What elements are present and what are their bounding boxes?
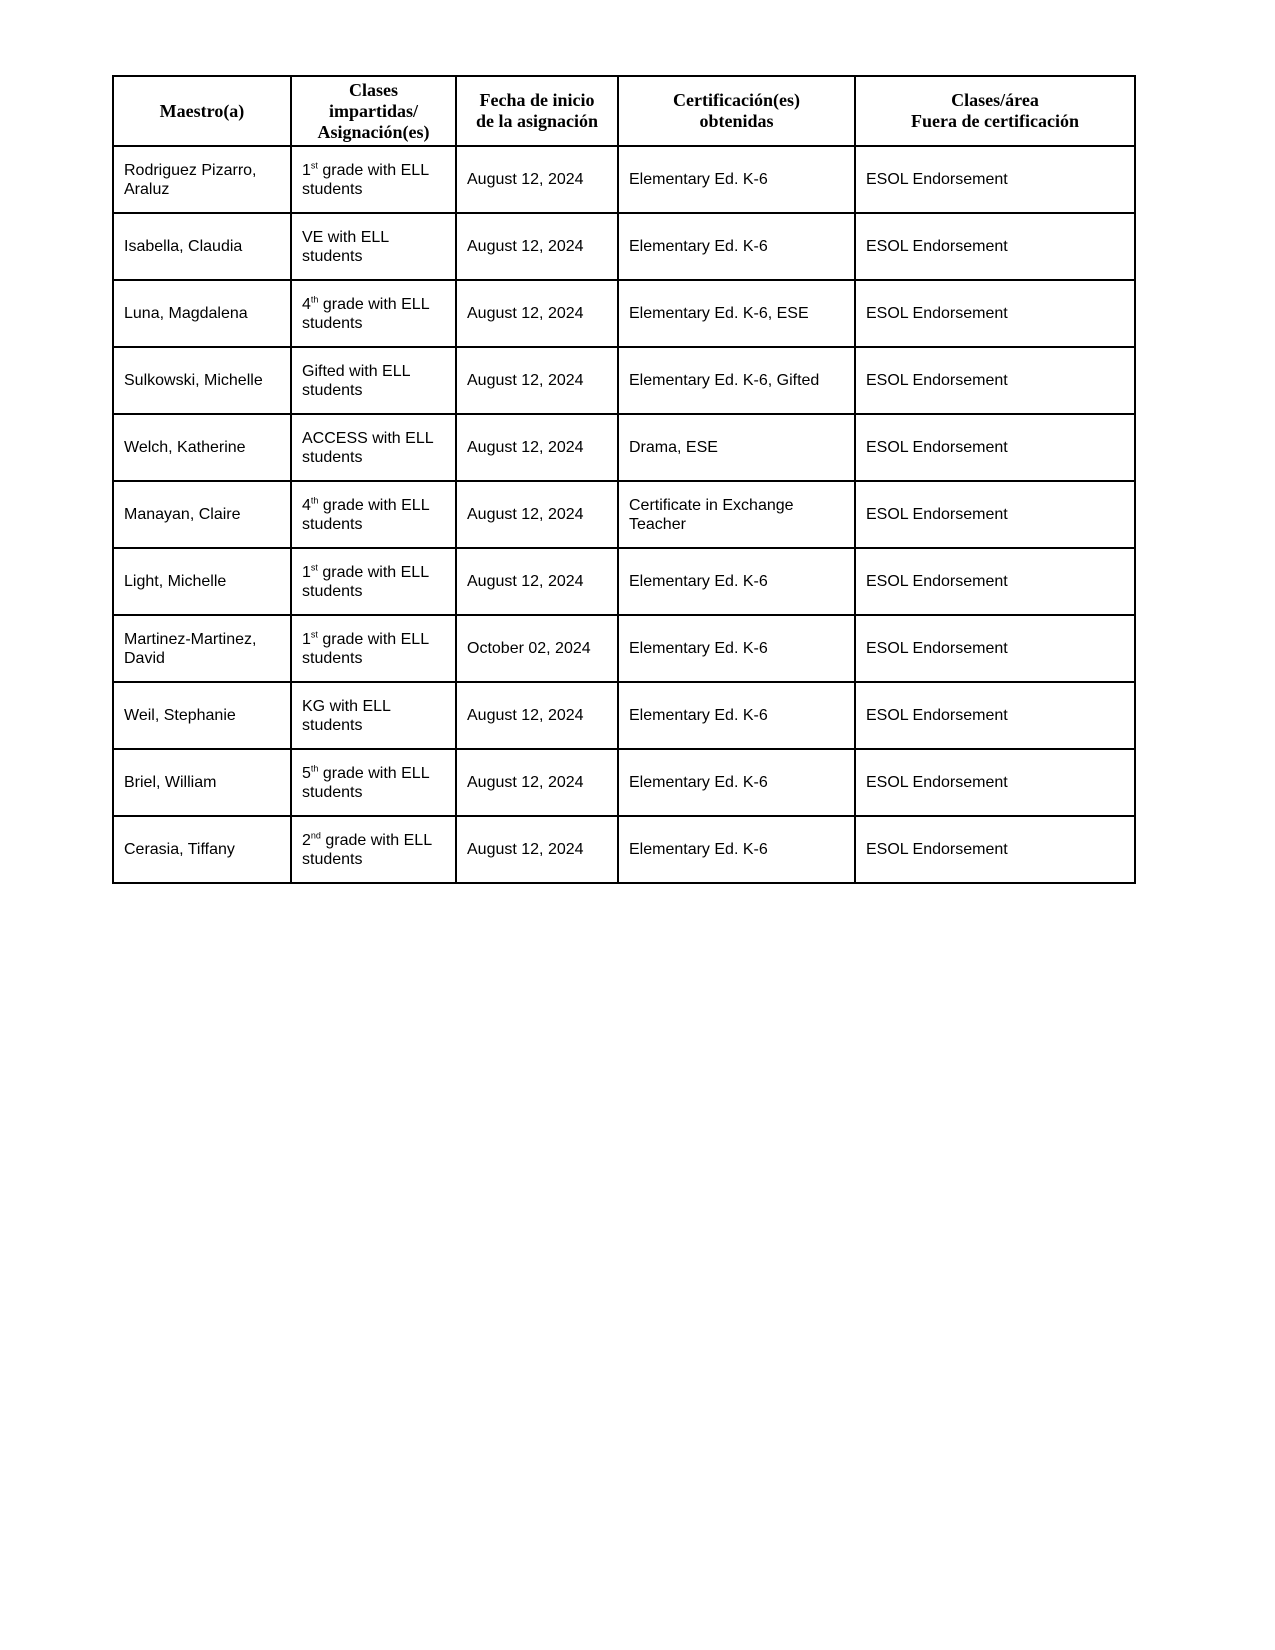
- certifications-cell: [618, 615, 855, 682]
- table-row: [113, 615, 1135, 682]
- class-rest: grade with ELL: [318, 764, 430, 782]
- start-date-cell: [456, 280, 618, 347]
- certifications-cell: [618, 816, 855, 883]
- header-start-date-line: Fecha de inicio: [479, 90, 595, 110]
- teacher-name-line: Briel, William: [124, 774, 217, 791]
- certification-line: Elementary Ed. K-6: [629, 774, 768, 791]
- start-date-cell: [456, 481, 618, 548]
- header-out-of-field: [855, 76, 1135, 146]
- start-date: October 02, 2024: [467, 640, 591, 657]
- class-line: [302, 228, 449, 247]
- class-cell: [291, 548, 456, 615]
- class-rest: grade with ELL: [318, 295, 430, 313]
- out-of-field-cell: [855, 347, 1135, 414]
- table-row: [113, 414, 1135, 481]
- teacher-name-line: Rodriguez Pizarro,: [124, 161, 257, 179]
- out-of-field-cell: [855, 816, 1135, 883]
- class-main: 4: [302, 496, 311, 514]
- class-main: KG with ELL: [302, 697, 391, 715]
- class-line: [302, 496, 449, 515]
- teacher-cell: [113, 213, 291, 280]
- table-row: [113, 347, 1135, 414]
- header-start-date-line: de la asignación: [475, 111, 599, 131]
- certifications-cell: [618, 682, 855, 749]
- out-of-field-cell: [855, 615, 1135, 682]
- teacher-cell: [113, 414, 291, 481]
- class-main: 2: [302, 831, 311, 849]
- start-date: August 12, 2024: [467, 774, 584, 791]
- start-date: August 12, 2024: [467, 841, 584, 858]
- start-date: August 12, 2024: [467, 439, 584, 456]
- teacher-assignment-table: [112, 75, 1136, 884]
- teacher-cell: [113, 682, 291, 749]
- certifications-cell: [618, 414, 855, 481]
- out-of-field-cell: [855, 146, 1135, 213]
- out-of-field: ESOL Endorsement: [866, 640, 1008, 657]
- class-cell: [291, 749, 456, 816]
- out-of-field-cell: [855, 749, 1135, 816]
- certification-line: Certificate in Exchange: [629, 496, 794, 514]
- start-date-cell: [456, 347, 618, 414]
- start-date-cell: [456, 213, 618, 280]
- table-row: [113, 280, 1135, 347]
- class-line: [302, 764, 449, 783]
- class-line-2: students: [302, 314, 363, 332]
- certification-line: Elementary Ed. K-6: [629, 171, 768, 188]
- class-cell: [291, 347, 456, 414]
- class-cell: [291, 816, 456, 883]
- class-line-2: students: [302, 649, 363, 667]
- out-of-field: ESOL Endorsement: [866, 506, 1008, 523]
- header-certifications: [618, 76, 855, 146]
- out-of-field-cell: [855, 280, 1135, 347]
- class-ordinal-suffix: th: [310, 294, 319, 305]
- teacher-name-line: Cerasia, Tiffany: [124, 841, 235, 858]
- teacher-name-line: David: [124, 649, 165, 667]
- out-of-field: ESOL Endorsement: [866, 774, 1008, 791]
- teacher-name-line: Martinez-Martinez,: [124, 630, 257, 648]
- start-date-cell: [456, 816, 618, 883]
- teacher-cell: [113, 481, 291, 548]
- class-ordinal-suffix: st: [310, 629, 318, 640]
- teacher-cell: [113, 548, 291, 615]
- class-rest: grade with ELL: [320, 831, 433, 849]
- out-of-field: ESOL Endorsement: [866, 573, 1008, 590]
- teacher-cell: [113, 347, 291, 414]
- class-main: Gifted with ELL: [302, 362, 411, 380]
- teacher-name-line: Luna, Magdalena: [124, 305, 248, 322]
- certifications-cell: [618, 213, 855, 280]
- class-main: ACCESS with ELL: [302, 429, 434, 447]
- class-line-2: students: [302, 381, 363, 399]
- class-main: VE with ELL: [302, 228, 390, 246]
- class-main: 4: [302, 295, 311, 313]
- start-date: August 12, 2024: [467, 305, 584, 322]
- teacher-cell: [113, 749, 291, 816]
- out-of-field: ESOL Endorsement: [866, 171, 1008, 188]
- class-line: [302, 161, 449, 180]
- class-main: 1: [302, 630, 311, 648]
- header-start-date: [456, 76, 618, 146]
- start-date-cell: [456, 682, 618, 749]
- table-body: [113, 146, 1135, 883]
- class-ordinal-suffix: th: [310, 495, 319, 506]
- header-classes-line: Asignación(es): [317, 121, 430, 142]
- table-header: [113, 76, 1135, 146]
- teacher-cell: [113, 615, 291, 682]
- header-row: [113, 76, 1135, 146]
- class-line: [302, 831, 449, 850]
- teacher-name-line: Manayan, Claire: [124, 506, 241, 523]
- certification-line: Elementary Ed. K-6: [629, 238, 768, 255]
- certification-line: Elementary Ed. K-6: [629, 841, 768, 858]
- teacher-name-line: Isabella, Claudia: [124, 238, 243, 255]
- certification-line: Teacher: [629, 515, 686, 533]
- teacher-name-line: Welch, Katherine: [124, 439, 246, 456]
- certifications-cell: [618, 280, 855, 347]
- class-ordinal-suffix: st: [310, 562, 318, 573]
- header-certifications-line: obtenidas: [699, 111, 774, 131]
- out-of-field: ESOL Endorsement: [866, 707, 1008, 724]
- out-of-field-cell: [855, 481, 1135, 548]
- class-line-2: students: [302, 247, 363, 265]
- table-row: [113, 213, 1135, 280]
- certification-line: Elementary Ed. K-6: [629, 707, 768, 724]
- class-cell: [291, 615, 456, 682]
- class-cell: [291, 280, 456, 347]
- header-certifications-line: Certificación(es): [673, 90, 800, 110]
- teacher-name-line: Araluz: [124, 180, 170, 198]
- table-row: [113, 481, 1135, 548]
- teacher-cell: [113, 280, 291, 347]
- class-line-2: students: [302, 716, 363, 734]
- class-cell: [291, 213, 456, 280]
- certifications-cell: [618, 146, 855, 213]
- table-row: [113, 548, 1135, 615]
- start-date: August 12, 2024: [467, 707, 584, 724]
- class-line: [302, 362, 449, 381]
- start-date: August 12, 2024: [467, 506, 584, 523]
- class-cell: [291, 682, 456, 749]
- teacher-name-line: Sulkowski, Michelle: [124, 372, 263, 389]
- class-ordinal-suffix: nd: [310, 830, 321, 841]
- out-of-field: ESOL Endorsement: [866, 238, 1008, 255]
- header-out-of-field-line: Fuera de certificación: [911, 111, 1079, 131]
- header-teacher: [113, 76, 291, 146]
- certifications-cell: [618, 548, 855, 615]
- header-teacher-line: Maestro(a): [159, 100, 245, 121]
- start-date: August 12, 2024: [467, 573, 584, 590]
- out-of-field: ESOL Endorsement: [866, 372, 1008, 389]
- class-line-2: students: [302, 515, 363, 533]
- start-date-cell: [456, 548, 618, 615]
- class-line-2: students: [302, 582, 363, 600]
- class-ordinal-suffix: th: [310, 763, 319, 774]
- certifications-cell: [618, 749, 855, 816]
- class-rest: grade with ELL: [317, 161, 430, 179]
- class-rest: grade with ELL: [318, 496, 430, 514]
- table-row: [113, 816, 1135, 883]
- class-rest: grade with ELL: [317, 563, 430, 581]
- header-classes-line: impartidas/: [328, 100, 418, 121]
- out-of-field-cell: [855, 682, 1135, 749]
- table-row: [113, 749, 1135, 816]
- certification-line: Elementary Ed. K-6: [629, 573, 768, 590]
- certifications-cell: [618, 347, 855, 414]
- certifications-cell: [618, 481, 855, 548]
- out-of-field: ESOL Endorsement: [866, 305, 1008, 322]
- out-of-field: ESOL Endorsement: [866, 439, 1008, 456]
- class-line-2: students: [302, 783, 363, 801]
- class-main: 1: [302, 563, 311, 581]
- out-of-field: ESOL Endorsement: [866, 841, 1008, 858]
- certification-line: Elementary Ed. K-6, ESE: [629, 305, 809, 322]
- start-date-cell: [456, 749, 618, 816]
- class-line-2: students: [302, 448, 363, 466]
- out-of-field-cell: [855, 414, 1135, 481]
- class-line: [302, 429, 449, 448]
- class-line: [302, 630, 449, 649]
- class-cell: [291, 414, 456, 481]
- start-date: August 12, 2024: [467, 171, 584, 188]
- certification-line: Drama, ESE: [629, 439, 718, 456]
- out-of-field-cell: [855, 213, 1135, 280]
- header-classes-line: Clases: [349, 79, 398, 100]
- class-line: [302, 295, 449, 314]
- class-cell: [291, 146, 456, 213]
- class-line: [302, 563, 449, 582]
- certification-line: Elementary Ed. K-6: [629, 640, 768, 657]
- teacher-name-line: Light, Michelle: [124, 573, 227, 590]
- class-cell: [291, 481, 456, 548]
- class-line: [302, 697, 449, 716]
- table-row: [113, 682, 1135, 749]
- teacher-cell: [113, 816, 291, 883]
- header-classes: [291, 76, 456, 146]
- table-row: [113, 146, 1135, 213]
- start-date-cell: [456, 146, 618, 213]
- class-rest: grade with ELL: [317, 630, 430, 648]
- header-out-of-field-line: Clases/área: [951, 90, 1039, 110]
- class-main: 1: [302, 161, 311, 179]
- start-date-cell: [456, 414, 618, 481]
- teacher-cell: [113, 146, 291, 213]
- start-date: August 12, 2024: [467, 238, 584, 255]
- class-main: 5: [302, 764, 311, 782]
- certification-line: Elementary Ed. K-6, Gifted: [629, 372, 820, 389]
- class-ordinal-suffix: st: [310, 160, 318, 171]
- start-date-cell: [456, 615, 618, 682]
- class-line-2: students: [302, 850, 363, 868]
- out-of-field-cell: [855, 548, 1135, 615]
- teacher-name-line: Weil, Stephanie: [124, 707, 236, 724]
- class-line-2: students: [302, 180, 363, 198]
- start-date: August 12, 2024: [467, 372, 584, 389]
